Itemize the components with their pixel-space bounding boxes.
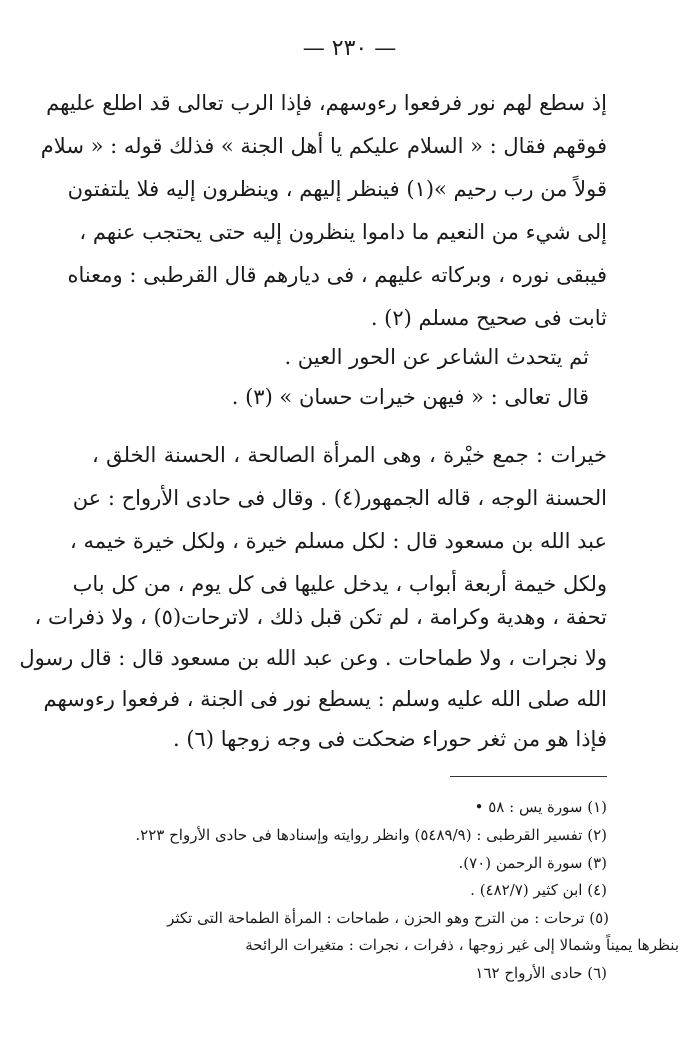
- footnote: (٦) حادى الأرواح ١٦٢: [475, 964, 607, 982]
- paragraph2-line: تحفة ، وهدية وكرامة ، لم تكن قبل ذلك ، لاترحات(٥) ، ولا ذفرات ،: [34, 605, 607, 629]
- paragraph1-line: فيبقى نوره ، وبركاته عليهم ، فى ديارهم قال القرطبى : ومعناه: [67, 263, 607, 287]
- paragraph2-line: فإذا هو من ثغر حوراء ضحكت فى وجه زوجها (٦) .: [173, 727, 607, 751]
- poet-line: ثم يتحدث الشاعر عن الحور العين .: [284, 345, 589, 369]
- paragraph1-line: قولاً من رب رحيم »(١) فينظر إليهم ، وينظرون إليه فلا يلتفتون: [67, 177, 607, 201]
- footnote: (٢) تفسير القرطبى : (٥٤٨٩/٩) وانظر روايته وإسنادها فى حادى الأرواح ٢٢٣.: [135, 826, 607, 844]
- paragraph2-line: خيرات : جمع خيْرة ، وهى المرأة الصالحة ، الحسنة الخلق ،: [92, 443, 607, 467]
- paragraph2-line: الحسنة الوجه ، قاله الجمهور(٤) . وقال فى حادى الأرواح : عن: [72, 486, 607, 510]
- footnote-divider: [450, 776, 607, 777]
- paragraph2-line: ولا نجرات ، ولا طماحات . وعن عبد الله بن مسعود قال : قال رسول: [19, 646, 607, 670]
- paragraph1-line: إلى شيء من النعيم ما داموا ينظرون إليه حتى يحتجب عنهم ،: [79, 220, 607, 244]
- paragraph1-line: فوقهم فقال : « السلام عليكم يا أهل الجنة » فذلك قوله : « سلام: [40, 134, 607, 158]
- page-number: — ٢٣٠ —: [302, 36, 397, 61]
- footnote-continuation: بنظرها يميناً وشمالا إلى غير زوجها ، ذفرات ، نجرات : متغيرات الرائحة: [245, 936, 679, 954]
- footnote: (٣) سورة الرحمن (٧٠).: [458, 854, 607, 872]
- paragraph2-line: عبد الله بن مسعود قال : لكل مسلم خيرة ، ولكل خيرة خيمه ،: [70, 529, 607, 553]
- paragraph1-line: ثابت فى صحيح مسلم (٢) .: [370, 306, 607, 330]
- paragraph2-line: الله صلى الله عليه وسلم : يسطع نور فى الجنة ، فرفعوا رءوسهم: [43, 687, 607, 711]
- paragraph1-line: إذ سطع لهم نور فرفعوا رءوسهم، فإذا الرب تعالى قد اطلع عليهم: [46, 91, 607, 115]
- footnote: (١) سورة يس : ٥٨ •: [474, 798, 607, 816]
- verse-line: قال تعالى : « فيهن خيرات حسان » (٣) .: [231, 385, 589, 409]
- paragraph2-line: ولكل خيمة أربعة أبواب ، يدخل عليها فى كل يوم ، من كل باب: [72, 572, 607, 596]
- footnote: (٥) ترحات : من الترح وهو الحزن ، طماحات : المرأة الطماحة التى تكثر: [167, 909, 609, 927]
- footnote: (٤) ابن كثير (٤٨٢/٧) .: [470, 881, 607, 899]
